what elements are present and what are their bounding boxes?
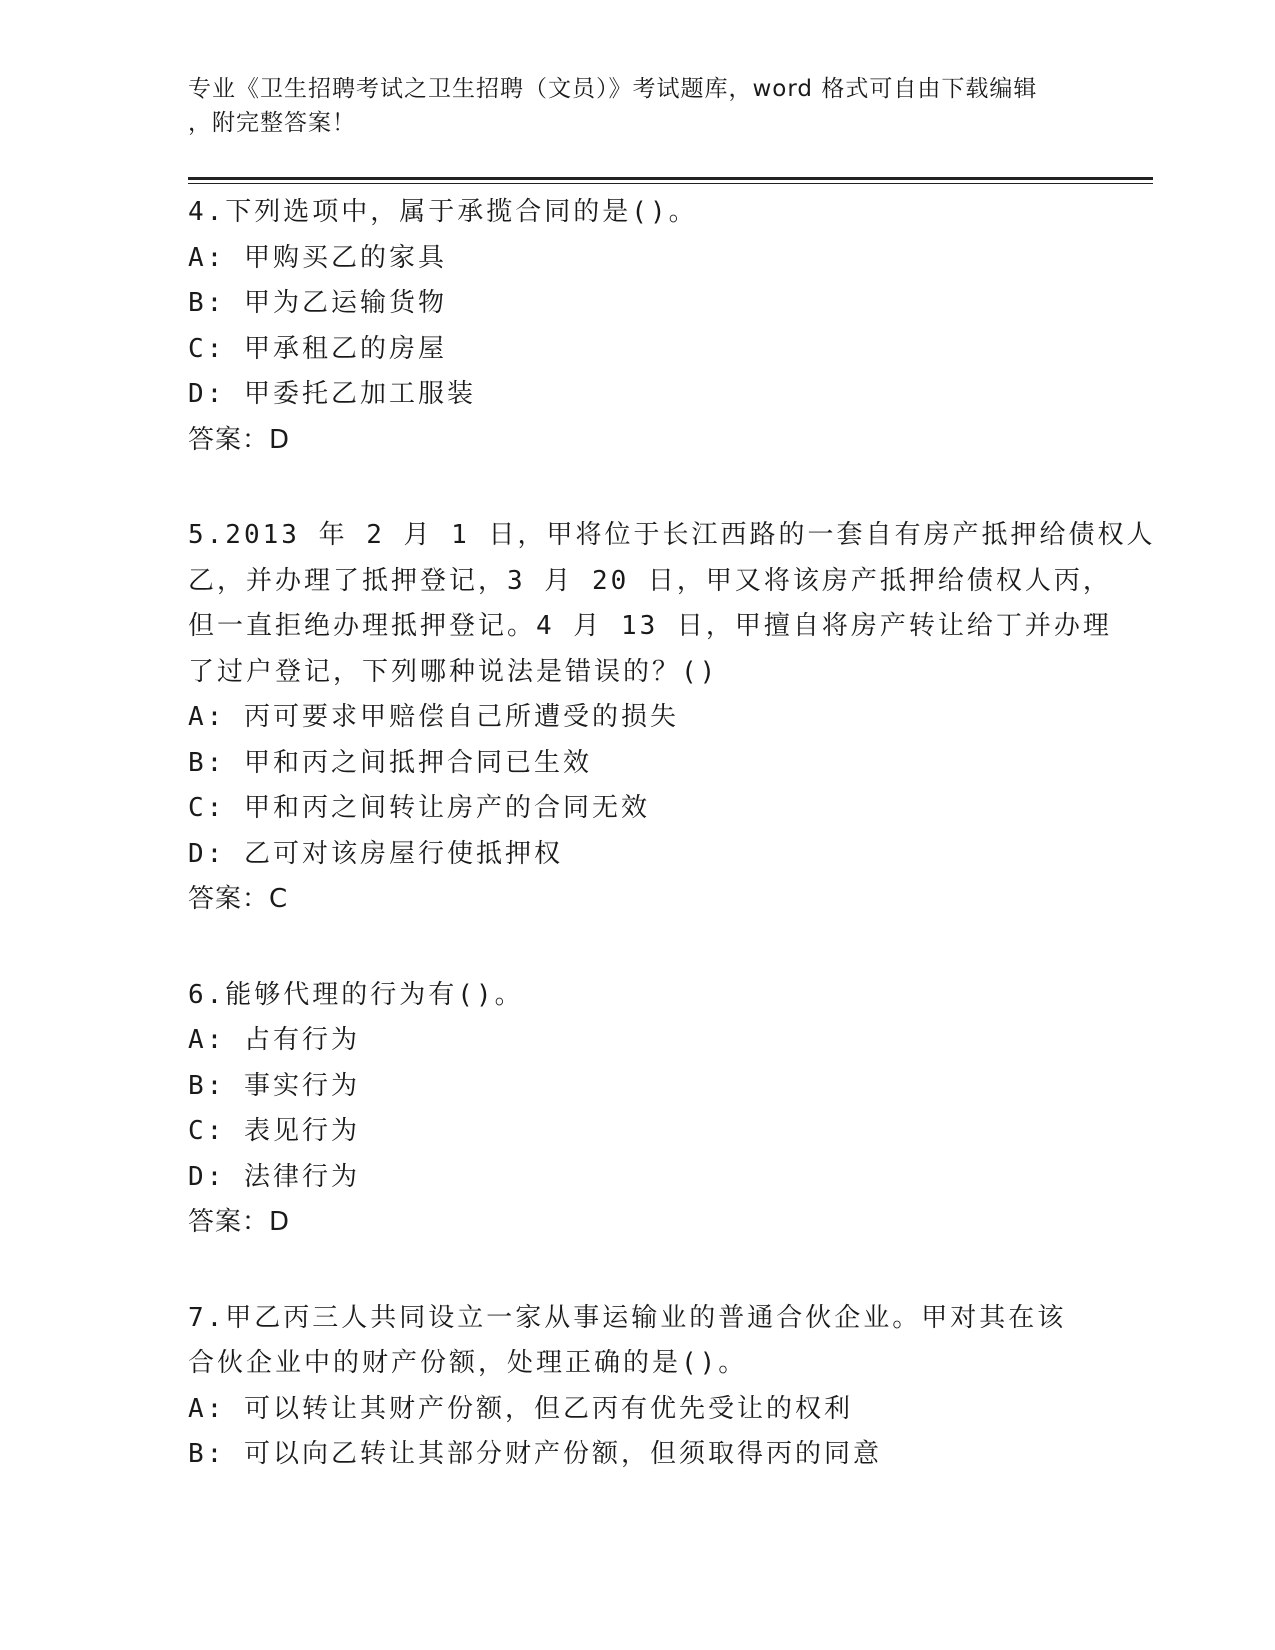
option-d: D: 乙可对该房屋行使抵押权 [188,838,563,869]
question-text-line-2: 合伙企业中的财产份额，处理正确的是()。 [188,1348,748,1378]
question-list [188,190,1156,1528]
question-7 [188,1296,1068,1478]
question-text: 6.能够代理的行为有()。 [188,979,524,1010]
answer: 答案：C [188,884,289,914]
question-6 [188,973,1068,1246]
question-text-line-1: 5.2013 年 2 月 1 日，甲将位于长江西路的一套自有房产抵押给债权人 [188,520,1156,550]
option-c: C: 甲承租乙的房屋 [188,333,447,364]
question-text-line-4: 了过户登记，下列哪种说法是错误的？() [188,656,719,687]
option-d: D: 甲委托乙加工服装 [188,379,476,409]
question-text: 4.下列选项中，属于承揽合同的是()。 [188,197,698,227]
option-c: C: 表见行为 [188,1116,360,1146]
answer: 答案：D [188,1207,291,1237]
option-b: B: 甲为乙运输货物 [188,288,447,318]
option-b: B: 事实行为 [188,1070,360,1101]
option-a: A: 丙可要求甲赔偿自己所遭受的损失 [188,702,679,732]
question-text-line-1: 7.甲乙丙三人共同设立一家从事运输业的普通合伙企业。甲对其在该 [188,1302,1067,1333]
header-line-2: ，附完整答案！ [188,110,356,136]
option-b: B: 可以向乙转让其部分财产份额，但须取得丙的同意 [188,1439,882,1469]
option-b: B: 甲和丙之间抵押合同已生效 [188,747,592,778]
header-divider-thin [188,183,1153,184]
option-a: A: 占有行为 [188,1025,360,1055]
header-divider-thick [188,177,1153,180]
option-a: A: 可以转让其财产份额，但乙丙有优先受让的权利 [188,1393,853,1424]
option-d: D: 法律行为 [188,1161,360,1192]
question-text-line-3: 但一直拒绝办理抵押登记。4 月 13 日，甲擅自将房产转让给丁并办理 [188,611,1112,641]
option-a: A: 甲购买乙的家具 [188,242,447,273]
question-4 [188,190,1068,463]
question-5 [188,513,1156,923]
question-text-line-2: 乙，并办理了抵押登记，3 月 20 日，甲又将该房产抵押给债权人丙， [188,565,1112,596]
header-line-1: 专业《卫生招聘考试之卫生招聘（文员）》考试题库，word 格式可自由下载编辑 [188,76,1038,102]
option-c: C: 甲和丙之间转让房产的合同无效 [188,793,650,823]
document-header [188,72,1068,140]
answer: 答案：D [188,424,291,455]
